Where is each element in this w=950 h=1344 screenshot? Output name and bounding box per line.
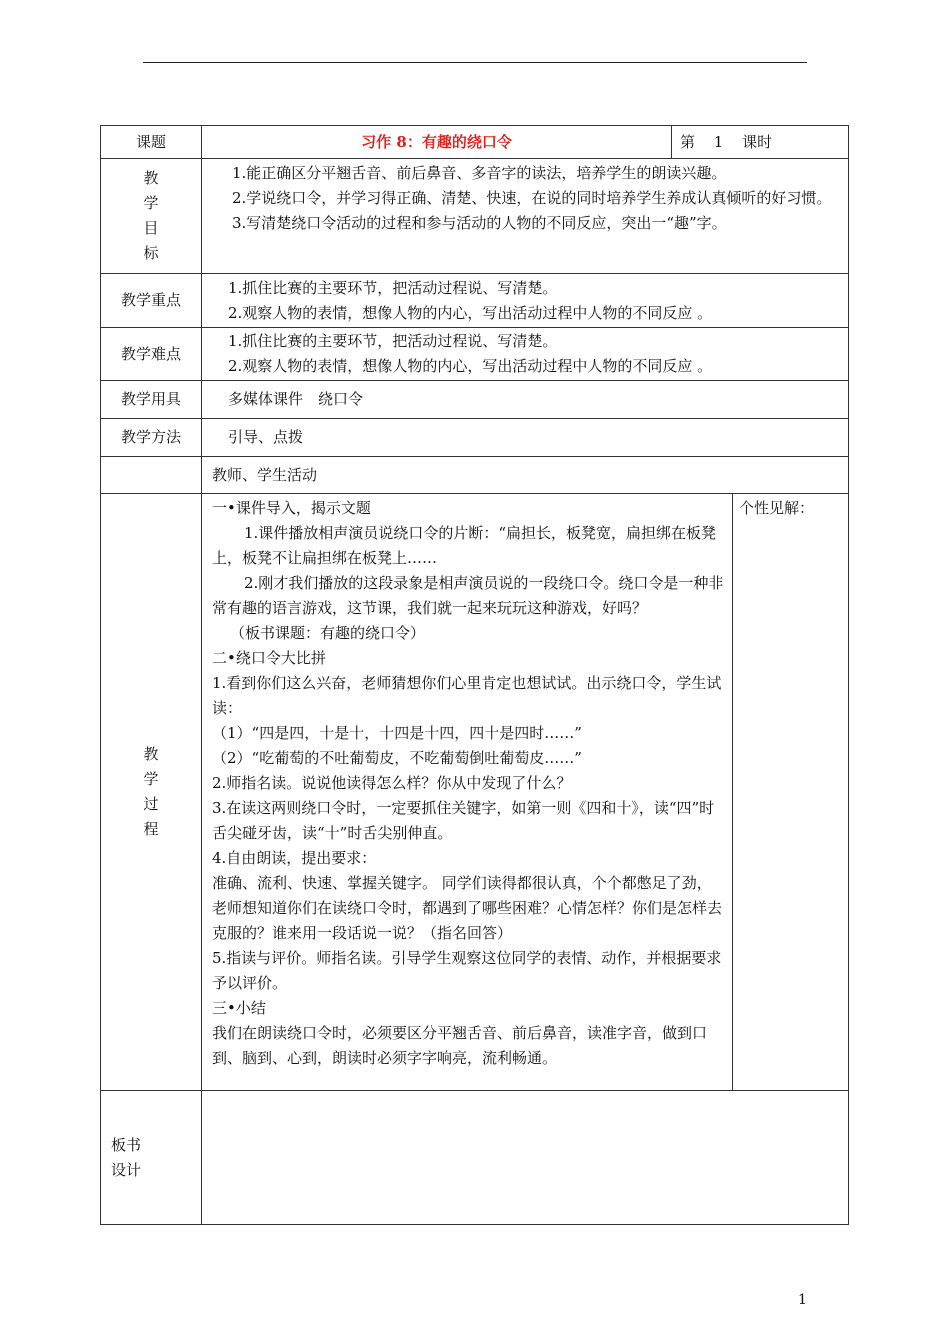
process-line: （2）“吃葡萄的不吐葡萄皮，不吃葡萄倒吐葡萄皮……” [212,749,582,767]
activity-header-row [101,457,849,494]
process-line: 我们在朗读绕口令时，必须要区分平翘舌音、前后鼻音，读准字音，做到口到、脑到、心到，朗读时必须字字响亮，流利畅通。 [212,1024,708,1067]
lesson-title: 习作 8：有趣的绕口令 [202,126,672,159]
goal-item: 3.写清楚绕口令活动的过程和参与活动的人物的不同反应，突出一“趣”字。 [232,214,727,232]
board-row [101,1091,849,1225]
process-row [101,494,849,1091]
goals-row [101,159,849,274]
process-line: 2.师指名读。说说他读得怎么样？你从中发现了什么？ [212,774,572,792]
key-point-item: 1.抓住比赛的主要环节，把活动过程说、写清楚。 [228,278,558,297]
process-line: 一•课件导入，揭示文题 [212,499,371,517]
process-line: 1.课件播放相声演员说绕口令的片断：“扁担长，板凳宽，扁担绑在板凳上，板凳不让扁担绑在板凳上…… [212,524,716,567]
difficulty-item: 1.抓住比赛的主要环节，把活动过程说、写清楚。 [228,332,558,350]
key-points-row [101,274,849,328]
title-row [101,126,849,159]
tools-row [101,381,849,419]
process-line: 5.指读与评价。师指名读。引导学生观察这位同学的表情、动作，并根据要求予以评价。 [212,949,722,992]
key-point-item: 2.观察人物的表情，想像人物的内心，写出活动过程中人物的不同反应 。 [228,303,713,322]
difficulties-content [202,328,849,381]
key-points-label: 教学重点 [101,274,202,328]
process-line: （板书课题：有趣的绕口令） [230,624,426,642]
process-line: 准确、流利、快速、掌握关键字。 同学们读得都很认真，个个都憋足了劲，老师想知道你们在读绕口令时，都遇到了哪些困难？心情怎样？你们是怎样去克服的？谁来用一段话说一说？（指名回答） [212,874,723,942]
goal-item: 2.学说绕口令，并学习得正确、清楚、快速，在说的同时培养学生养成认真倾听的好习惯。 [232,189,832,207]
process-line: 3.在读这两则绕口令时，一定要抓住关键字，如第一则《四和十》，读“四”时舌尖碰牙齿，读“十”时舌尖别伸直。 [212,799,715,842]
process-label: 教 学 过 程 [101,494,202,1091]
board-content [202,1091,849,1225]
lesson-number-value: 1 [713,132,724,151]
difficulties-row [101,328,849,381]
process-line: （1）“四是四，十是十，十四是十四，四十是四时……” [212,724,582,742]
page-number: 1 [798,1292,807,1308]
lesson-label: 课题 [101,126,202,159]
difficulty-item: 2.观察人物的表情，想像人物的内心，写出活动过程中人物的不同反应 。 [228,357,713,375]
goals-content [202,159,849,274]
lesson-suffix: 课时 [742,132,773,151]
goal-item: 1.能正确区分平翘舌音、前后鼻音、多音字的读法，培养学生的朗读兴趣。 [232,164,727,182]
lesson-plan-table [100,125,849,1225]
tools-label: 教学用具 [101,381,202,419]
board-label: 板书 设计 [101,1091,202,1225]
methods-row [101,419,849,457]
header-rule [143,62,807,63]
personal-notes: 个性见解： [733,494,849,1091]
process-line: 1.看到你们这么兴奋，老师猜想你们心里肯定也想试试。出示绕口令，学生试读： [212,674,722,717]
tools-value: 多媒体课件 绕口令 [202,381,849,419]
methods-value: 引导、点拨 [202,419,849,457]
process-content [202,494,733,1091]
difficulties-label: 教学难点 [101,328,202,381]
activity-header-blank [101,457,202,494]
lesson-prefix: 第 [680,132,696,151]
activity-header: 教师、学生活动 [202,457,849,494]
process-line: 二•绕口令大比拼 [212,649,326,667]
key-points-content [202,274,849,328]
goals-label: 教 学 目 标 [101,159,202,274]
process-line: 2.刚才我们播放的这段录象是相声演员说的一段绕口令。绕口令是一种非常有趣的语言游戏，这节课，我们就一起来玩玩这种游戏，好吗？ [212,574,724,617]
process-line: 三•小结 [212,999,266,1017]
methods-label: 教学方法 [101,419,202,457]
process-line: 4.自由朗读，提出要求： [212,849,377,867]
lesson-number [672,126,849,159]
